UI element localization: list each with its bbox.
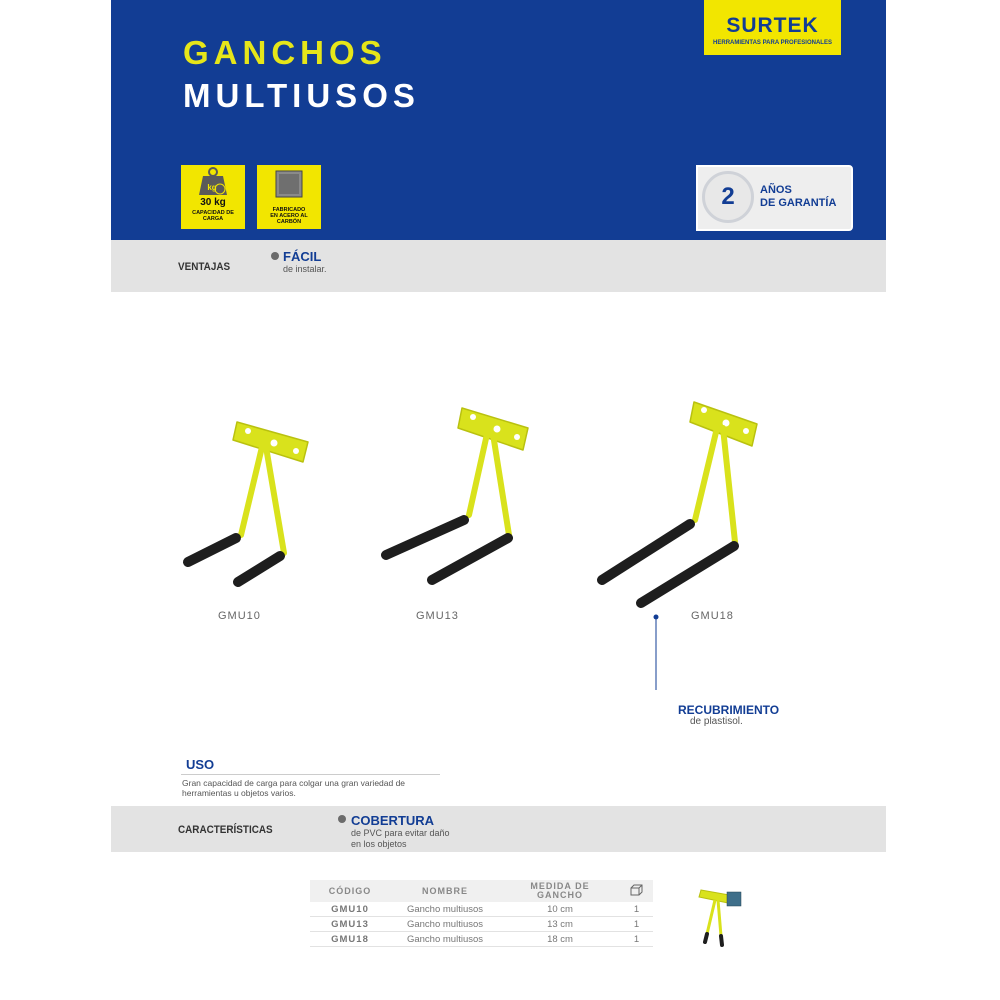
title-line1: GANCHOS bbox=[183, 34, 387, 71]
model-label-gmu13: GMU13 bbox=[416, 610, 459, 622]
brand-logo bbox=[704, 0, 841, 55]
hook-gmu13 bbox=[386, 408, 528, 580]
coating-callout-title: RECUBRIMIENTO bbox=[678, 703, 780, 717]
model-label-gmu18: GMU18 bbox=[691, 610, 734, 622]
brand-name: SURTEK bbox=[726, 14, 819, 37]
material-label-line3: CARBÓN bbox=[276, 219, 302, 225]
warranty-line1: AÑOS bbox=[760, 184, 792, 196]
feature-description bbox=[351, 828, 450, 850]
feature-title: COBERTURA bbox=[351, 813, 435, 828]
table-row bbox=[310, 917, 653, 932]
warranty-line2: DE GARANTÍA bbox=[760, 197, 837, 209]
steel-plate-icon bbox=[257, 165, 321, 205]
advantage-subtitle: de instalar. bbox=[283, 264, 327, 274]
table-row bbox=[310, 902, 653, 917]
col-header-code: CÓDIGO bbox=[310, 880, 390, 902]
cell-name: Gancho multiusos bbox=[390, 902, 500, 917]
weight-icon-text: kg bbox=[207, 183, 217, 192]
advantage-title: FÁCIL bbox=[283, 249, 322, 264]
material-label-line2: EN ACERO AL bbox=[270, 213, 308, 219]
coating-callout-line bbox=[654, 615, 680, 691]
warranty-years: 2 bbox=[702, 171, 754, 223]
col-header-size bbox=[500, 880, 620, 902]
feature-description-line2: en los objetos bbox=[351, 839, 407, 849]
use-title: USO bbox=[186, 757, 215, 772]
use-description-line2: herramientas u objetos varios. bbox=[182, 788, 296, 798]
bullet-dot bbox=[271, 252, 279, 260]
use-description-line1: Gran capacidad de carga para colgar una gran variedad de bbox=[182, 778, 406, 788]
col-header-size-line2: GANCHO bbox=[537, 890, 583, 900]
cell-size: 18 cm bbox=[500, 932, 620, 947]
use-description bbox=[182, 778, 444, 798]
cell-qty: 1 bbox=[620, 932, 653, 947]
advantages-label: VENTAJAS bbox=[178, 261, 231, 273]
hooks-illustration bbox=[111, 390, 886, 690]
material-label-line1: FABRICADO bbox=[272, 207, 306, 213]
brand-tagline: HERRAMIENTAS PARA PROFESIONALES bbox=[713, 40, 832, 46]
load-capacity-badge bbox=[181, 165, 245, 229]
cell-qty: 1 bbox=[620, 917, 653, 932]
warranty-badge bbox=[696, 165, 853, 231]
hook-gmu10 bbox=[188, 422, 308, 582]
table-header-row bbox=[310, 880, 653, 902]
load-capacity-label: CAPACIDAD DE CARGA bbox=[192, 210, 234, 222]
cell-name: Gancho multiusos bbox=[390, 932, 500, 947]
hook-gmu18 bbox=[602, 402, 757, 603]
col-header-qty bbox=[620, 880, 653, 902]
title-line2: MULTIUSOS bbox=[183, 77, 420, 114]
material-label bbox=[259, 207, 319, 225]
cell-code: GMU10 bbox=[310, 902, 390, 917]
features-band bbox=[111, 806, 886, 852]
weight-icon bbox=[181, 165, 245, 199]
header-banner bbox=[111, 0, 886, 240]
use-divider bbox=[181, 774, 440, 775]
col-header-size-line1: MEDIDA DE bbox=[530, 881, 590, 891]
cell-name: Gancho multiusos bbox=[390, 917, 500, 932]
col-header-name: NOMBRE bbox=[390, 880, 500, 902]
product-table bbox=[310, 880, 653, 947]
advantages-band bbox=[111, 240, 886, 292]
features-label: CARACTERÍSTICAS bbox=[178, 824, 273, 836]
warranty-text bbox=[760, 184, 836, 210]
bullet-dot bbox=[338, 815, 346, 823]
cell-size: 13 cm bbox=[500, 917, 620, 932]
box-icon bbox=[630, 884, 643, 896]
table-row bbox=[310, 932, 653, 947]
cell-qty: 1 bbox=[620, 902, 653, 917]
thumbnail-tag bbox=[727, 892, 741, 906]
product-sheet bbox=[111, 0, 886, 1000]
load-capacity-value: 30 kg bbox=[200, 197, 226, 208]
coating-callout-subtitle: de plastisol. bbox=[690, 716, 743, 727]
cell-code: GMU18 bbox=[310, 932, 390, 947]
material-badge bbox=[257, 165, 321, 229]
cell-size: 10 cm bbox=[500, 902, 620, 917]
product-thumbnail bbox=[693, 882, 753, 952]
cell-code: GMU13 bbox=[310, 917, 390, 932]
model-label-gmu10: GMU10 bbox=[218, 610, 261, 622]
feature-description-line1: de PVC para evitar daño bbox=[351, 828, 450, 838]
